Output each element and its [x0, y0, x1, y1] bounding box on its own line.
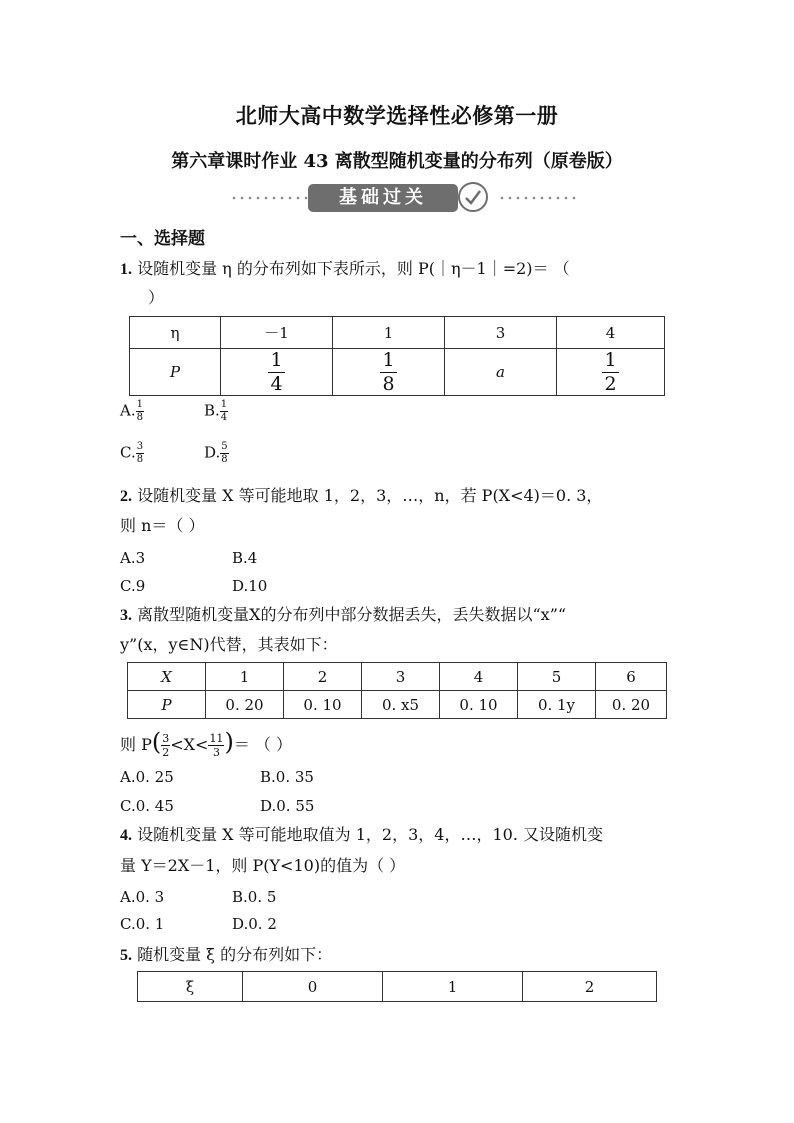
table-cell: 1 [383, 972, 523, 1002]
question-1-cont: ） [148, 288, 165, 307]
table-cell: $\frac{1}{8}$ [333, 349, 445, 396]
table-cell: 3 [362, 663, 440, 691]
q4-option-d[interactable]: D.0. 2 [232, 915, 277, 933]
table-cell: $\frac{1}{2}$ [557, 349, 665, 396]
page-title: 北师大高中数学选择性必修第一册 [235, 103, 559, 128]
banner-dots-right [498, 194, 578, 202]
table-cell: $\frac{1}{4}$ [221, 349, 333, 396]
table-cell: 0. 10 [284, 691, 362, 719]
question-text: 随机变量 ξ 的分布列如下： [137, 945, 333, 964]
q3-option-a[interactable]: A.0. 25 [120, 768, 174, 786]
section-banner [230, 184, 590, 212]
question-text: 离散型随机变量X的分布列中部分数据丢失，丢失数据以“x”“ [137, 605, 567, 624]
question-3 [120, 600, 566, 630]
q1-option-c[interactable]: C. $\frac{3}{8}$ [120, 441, 144, 465]
table-cell: 4 [440, 663, 518, 691]
question-number: 3. [120, 607, 132, 624]
pencil-check-icon [458, 182, 488, 212]
q2-option-b[interactable]: B.4 [232, 549, 258, 567]
q1-option-d[interactable]: D. $\frac{5}{8}$ [204, 441, 228, 465]
table-cell: P [130, 349, 221, 396]
table-cell: 0. 10 [440, 691, 518, 719]
question-4 [120, 820, 603, 850]
banner-label: 基础过关 [308, 184, 458, 212]
table-cell: 0. 20 [206, 691, 284, 719]
q2-option-a[interactable]: A.3 [120, 549, 146, 567]
section-heading: 一、选择题 [120, 229, 205, 249]
question-text: 设随机变量 η 的分布列如下表所示，则 P(｜η－1｜=2)＝ （ [137, 259, 570, 278]
table-cell: －1 [221, 317, 333, 349]
q3-option-c[interactable]: C.0. 45 [120, 797, 174, 815]
q2-option-c[interactable]: C.9 [120, 577, 146, 595]
table-cell: ξ [138, 972, 243, 1002]
table-cell: 0. x5 [362, 691, 440, 719]
table-cell: η [130, 317, 221, 349]
question-number: 2. [120, 488, 132, 505]
q4-option-b[interactable]: B.0. 5 [232, 888, 277, 906]
question-1 [120, 254, 570, 284]
question-text: 设随机变量 X 等可能地取 1，2，3，…，n，若 P(X<4)＝0. 3， [137, 486, 603, 505]
table-cell: 1 [333, 317, 445, 349]
question-number: 1. [120, 261, 132, 278]
table-cell: 0. 20 [596, 691, 667, 719]
q5-distribution-table [137, 971, 657, 1002]
question-3-ask: 则 P( $\frac{3}{2}$ <X< $\frac{11}{3}$ )＝ （ ） [120, 728, 292, 759]
table-cell: 2 [284, 663, 362, 691]
table-cell: 6 [596, 663, 667, 691]
question-2 [120, 481, 602, 511]
question-number: 4. [120, 827, 132, 844]
question-number: 5. [120, 947, 132, 964]
q3-option-d[interactable]: D.0. 55 [260, 797, 315, 815]
table-cell: X [128, 663, 206, 691]
q1-option-a[interactable]: A. $\frac{1}{8}$ [120, 399, 143, 423]
table-cell: a [445, 349, 557, 396]
q2-option-d[interactable]: D.10 [232, 577, 268, 595]
q1-option-b[interactable]: B. $\frac{1}{4}$ [204, 399, 228, 423]
q3-option-b[interactable]: B.0. 35 [260, 768, 314, 786]
table-cell: P [128, 691, 206, 719]
q1-distribution-table [129, 316, 665, 396]
table-cell: 3 [445, 317, 557, 349]
q4-option-a[interactable]: A.0. 3 [120, 888, 165, 906]
q3-distribution-table [127, 662, 667, 719]
table-cell: 4 [557, 317, 665, 349]
question-text: 设随机变量 X 等可能地取值为 1，2，3，4，…，10. 又设随机变 [137, 825, 603, 844]
question-5 [120, 940, 332, 970]
question-4-cont: 量 Y＝2X－1，则 P(Y<10)的值为（ ） [120, 856, 406, 875]
table-cell: 2 [523, 972, 657, 1002]
question-2-cont: 则 n＝（ ） [120, 516, 205, 535]
page-subtitle: 第六章课时作业 43 离散型随机变量的分布列（原卷版） [171, 151, 623, 172]
table-cell: 0. 1y [518, 691, 596, 719]
q4-option-c[interactable]: C.0. 1 [120, 915, 165, 933]
table-cell: 1 [206, 663, 284, 691]
table-cell: 5 [518, 663, 596, 691]
question-3-cont: y”(x，y∈N)代替，其表如下： [120, 635, 338, 654]
table-cell: 0 [243, 972, 383, 1002]
banner-dots-left [230, 194, 310, 202]
